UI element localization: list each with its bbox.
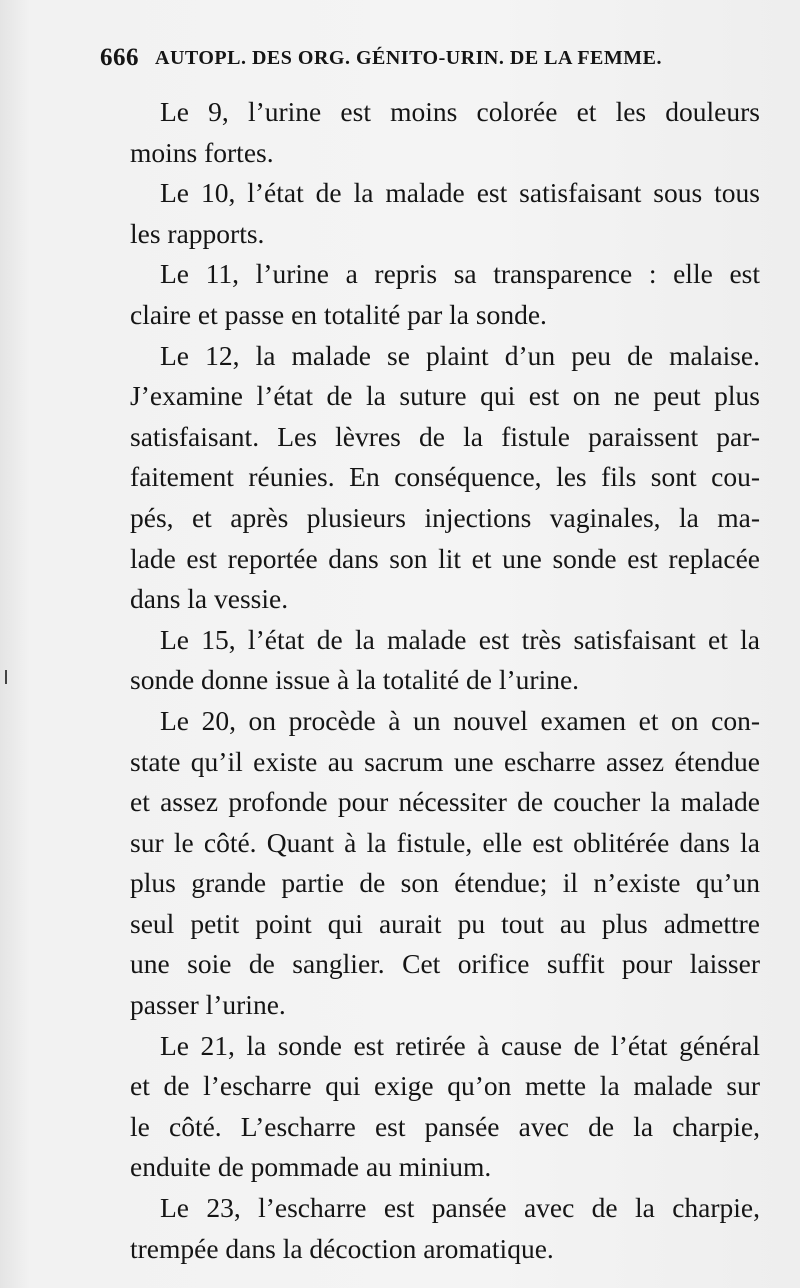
text-line: faitement réunies. En conséquence, les fils sont cou-	[130, 461, 760, 493]
text-line: lade est reportée dans son lit et une sonde est replacée	[130, 542, 760, 574]
paragraph	[100, 701, 760, 1026]
text-line: le côté. L’escharre est pansée avec de la charpie,	[130, 1110, 760, 1142]
text-line: claire et passe en totalité par la sonde.	[130, 298, 547, 330]
page-header	[100, 38, 700, 78]
paragraph	[100, 254, 760, 335]
margin-mark	[5, 670, 7, 684]
body-text	[100, 92, 760, 1269]
paragraph	[100, 1026, 760, 1188]
text-line: les rapports.	[130, 217, 265, 249]
text-line: satisfaisant. Les lèvres de la fistule paraissent par-	[130, 420, 760, 452]
text-line: Le 20, on procède à un nouvel examen et on con-	[160, 704, 760, 736]
text-line: sur le côté. Quant à la fistule, elle est oblitérée dans la	[130, 826, 760, 858]
paragraph	[100, 620, 760, 701]
text-line: Le 10, l’état de la malade est satisfaisant sous tous	[160, 177, 760, 209]
text-line: seul petit point qui aurait pu tout au plus admettre	[130, 907, 760, 939]
text-line: state qu’il existe au sacrum une escharre assez étendue	[130, 745, 760, 777]
text-line: plus grande partie de son étendue; il n’existe qu’un	[130, 867, 760, 899]
text-line: trempée dans la décoction aromatique.	[130, 1232, 554, 1264]
text-line: pés, et après plusieurs injections vaginales, la ma-	[130, 501, 760, 533]
paragraph	[100, 173, 760, 254]
text-line: Le 9, l’urine est moins colorée et les douleurs	[160, 96, 760, 127]
text-line: J’examine l’état de la suture qui est on ne peut plus	[130, 380, 760, 412]
text-line: enduite de pommade au minium.	[130, 1151, 492, 1183]
text-line: une soie de sanglier. Cet orifice suffit pour laisser	[130, 948, 760, 980]
text-line: et assez profonde pour nécessiter de coucher la malade	[130, 786, 760, 818]
text-line: Le 23, l’escharre est pansée avec de la charpie,	[160, 1192, 760, 1224]
text-line: moins fortes.	[130, 136, 274, 168]
text-line: Le 12, la malade se plaint d’un peu de malaise.	[160, 339, 760, 371]
text-line: Le 21, la sonde est retirée à cause de l’état général	[160, 1029, 760, 1061]
paragraph	[100, 92, 760, 173]
text-line: dans la vessie.	[130, 583, 289, 615]
text-line: Le 15, l’état de la malade est très satisfaisant et la	[160, 623, 760, 655]
text-line: Le 11, l’urine a repris sa transparence : elle est	[160, 258, 760, 290]
paragraph	[100, 336, 760, 620]
running-title: AUTOPL. DES ORG. GÉNITO-URIN. DE LA FEMME.	[155, 46, 662, 69]
text-line: sonde donne issue à la totalité de l’urine.	[130, 664, 580, 696]
text-line: et de l’escharre qui exige qu’on mette la malade sur	[130, 1070, 760, 1102]
page-number: 666	[100, 44, 139, 71]
text-line: passer l’urine.	[130, 989, 286, 1021]
paragraph	[100, 1188, 760, 1269]
